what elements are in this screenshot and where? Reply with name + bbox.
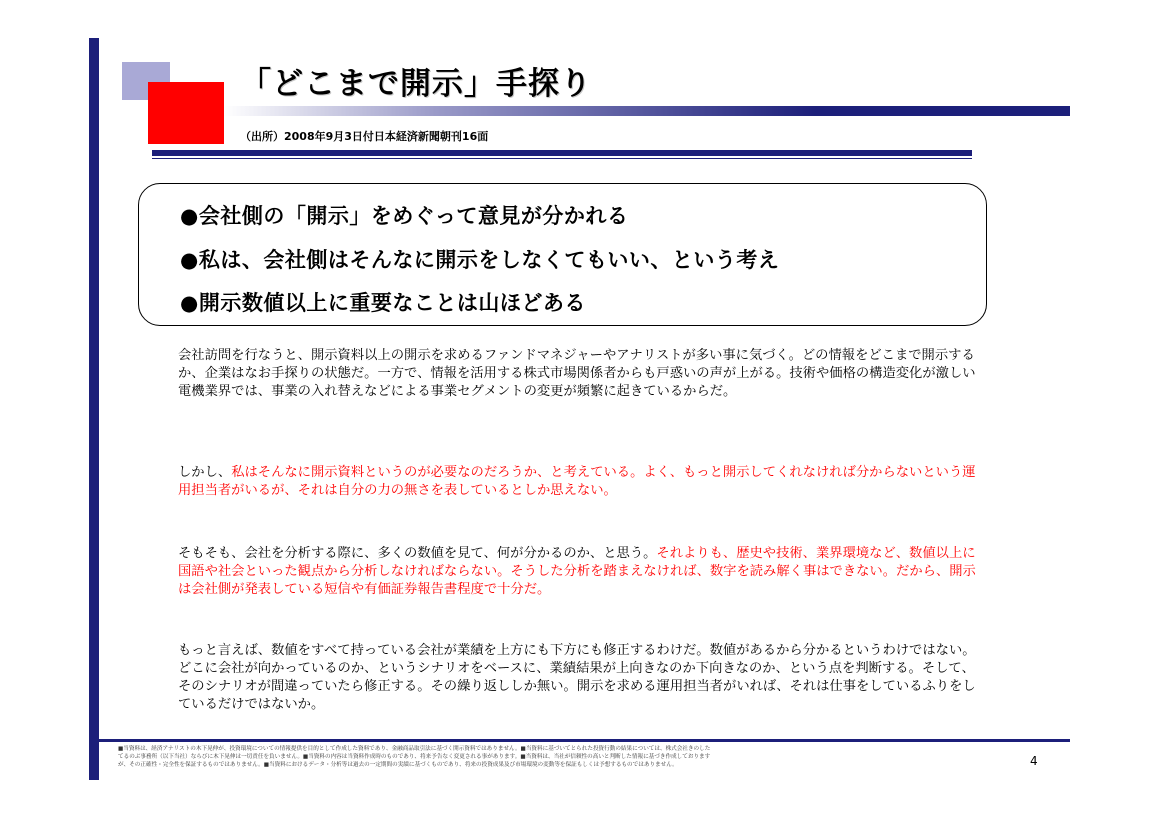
left-accent-bar <box>89 38 99 780</box>
source-citation: （出所）2008年9月3日付日本経済新聞朝刊16面 <box>240 130 489 143</box>
paragraph-2-lead: しかし、 <box>178 465 232 480</box>
page-number: 4 <box>1030 754 1038 768</box>
paragraph-2 <box>178 464 978 500</box>
disclaimer-line-3: が、その正確性・完全性を保証するものではありません。■当資料におけるデータ・分析等は過去の一定期間の実績に基づくものであり、将来の投資成果及び市場環境の変動等を保証もしくは予想するものではありません。 <box>118 762 678 768</box>
paragraph-4: もっと言えば、数値をすべて持っている会社が業績を上方にも下方にも修正するわけだ。数値があるから分かるというわけではない。どこに会社が向かっているのか、というシナリオをベースに、業績結果が上向きなのか下向きなのか、という点を判断する。そして、そのシナリオが間違っていたら修正する。その繰り返ししか無い。開示を求める運用担当者がいれば、それは仕事をしているふりをしているだけではないか。 <box>178 643 976 712</box>
paragraph-2-highlight: 私はそんなに開示資料というのが必要なのだろうか、と考えている。よく、もっと開示してくれなければ分からないという運用担当者がいるが、それは自分の力の無さを表しているとしか思えない。 <box>178 465 976 498</box>
footer-rule <box>99 739 1070 742</box>
slide-title: 「どこまで開示」手探り <box>240 66 592 102</box>
paragraph-3-lead: そもそも、会社を分析する際に、多くの数値を見て、何が分かるのか、と思う。 <box>178 546 657 561</box>
disclaimer-line-1: ■当資料は、経済アナリストの木下晃伸が、投資環境についての情報提供を目的として作成した資料であり、金融商品取引法に基づく開示資料ではありません。■当資料に基づいてとられた投資行動の結果については、株式会社きのした <box>118 746 711 752</box>
paragraph-3 <box>178 545 978 599</box>
decorative-square-red <box>148 82 224 144</box>
key-point-2: ●私は、会社側はそんなに開示をしなくてもいい、という考え <box>180 248 780 272</box>
paragraph-1: 会社訪問を行なうと、開示資料以上の開示を求めるファンドマネジャーやアナリストが多い事に気づく。どの情報をどこまで開示するか、企業はなお手探りの状態だ。一方で、情報を活用する株式市場関係者からも戸惑いの声が上がる。技術や価格の構造変化が激しい電機業界では、事業の入れ替えなどによる事業セグメントの変更が頻繁に起きているからだ。 <box>178 348 976 399</box>
disclaimer <box>118 745 1008 769</box>
paragraph-3-highlight: それよりも、歴史や技術、業界環境など、数値以上に国語や社会といった観点から分析しなければならない。そうした分析を踏まえなければ、数字を読み解く事はできない。だから、開示は会社側が発表している短信や有価証券報告書程度で十分だ。 <box>178 546 976 597</box>
source-rule-thick <box>152 150 972 156</box>
key-point-3: ●開示数値以上に重要なことは山ほどある <box>180 291 586 315</box>
key-point-1: ●会社側の「開示」をめぐって意見が分かれる <box>180 204 629 228</box>
title-underline <box>224 106 1070 116</box>
disclaimer-line-2: てるのぶ事務所（以下当社）ならびに木下晃伸は一切責任を負いません。■当資料の内容は当資料作成時のものであり、将来予告なく変更される事があります。■当資料は、当社が信頼性の高いと判断した情報に基づき作成しております <box>118 754 711 760</box>
source-rule-thin <box>152 158 972 159</box>
